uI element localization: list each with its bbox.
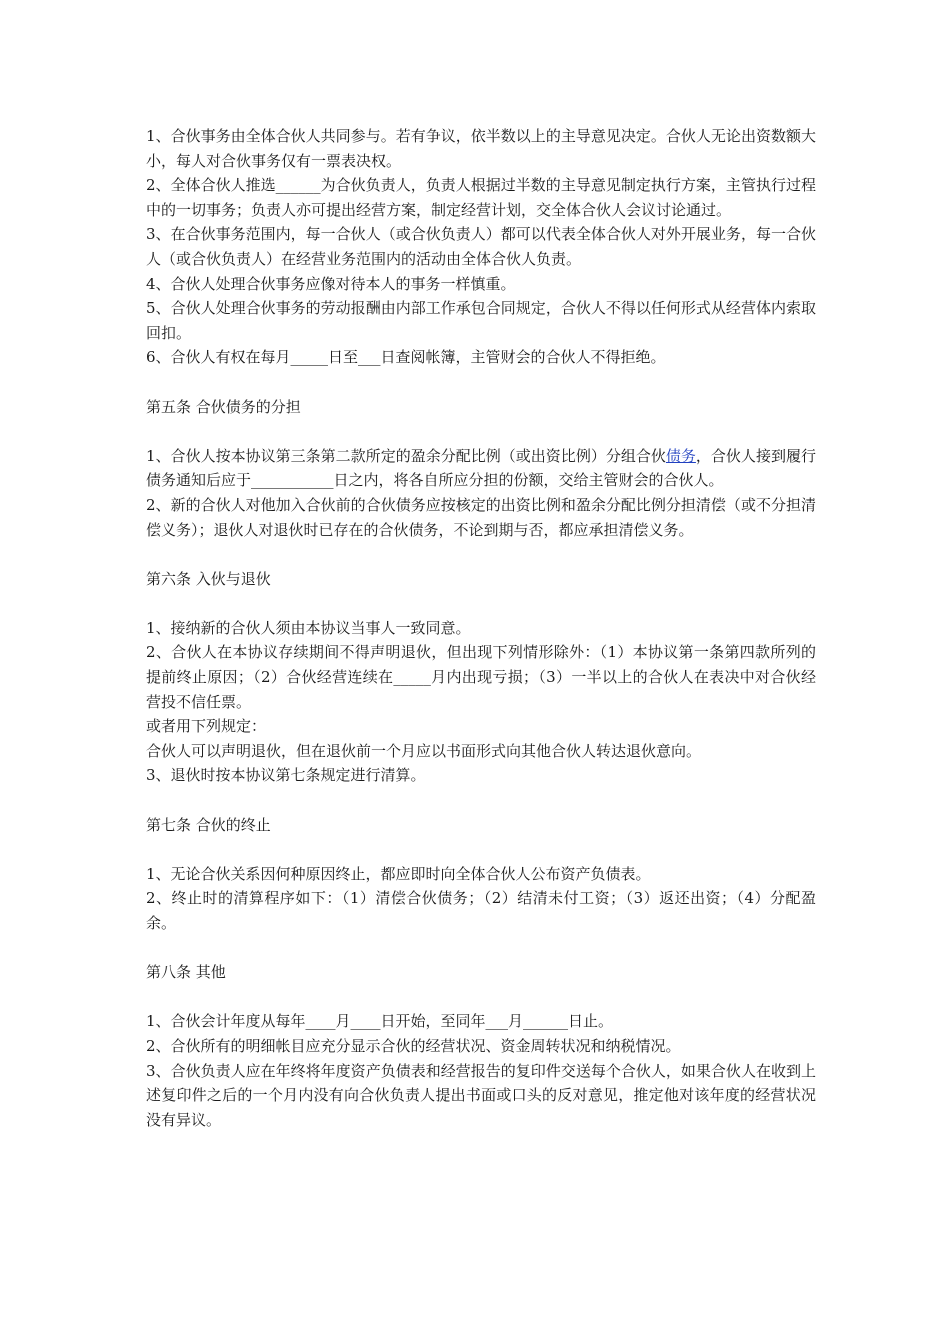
section4-item-6: 6、合伙人有权在每月_____日至___日查阅帐簿，主管财会的合伙人不得拒绝。 [146,348,666,367]
section4-item-5: 5、合伙人处理合伙事务的劳动报酬由内部工作承包合同规定，合伙人不得以任何形式从经营体内索取回扣。 [146,299,816,342]
section6-heading: 第六条 入伙与退伙 [146,569,271,588]
section5-item-2: 2、新的合伙人对他加入合伙前的合伙债务应按核定的出资比例和盈余分配比例分担清偿（或不分担清偿义务）；退伙人对退伙时已存在的合伙债务，不论到期与否，都应承担清偿义务。 [146,495,816,539]
section7-item-2: 2、终止时的清算程序如下：（1）清偿合伙债务；（2）结清未付工资；（3）返还出资；（4）分配盈余。 [146,889,816,932]
section6-item-alt-intro: 或者用下列规定： [146,717,267,736]
section6-item-2: 2、合伙人在本协议存续期间不得声明退伙，但出现下列情形除外：（1）本协议第一条第四款所列的提前终止原因；（2）合伙经营连续在_____月内出现亏损；（3）一半以上的合伙人在表决中对合伙经营投不信任票。 [146,643,816,711]
section8-item-3: 3、合伙负责人应在年终将年度资产负债表和经营报告的复印件交送每个合伙人，如果合伙人在收到上述复印件之后的一个月内没有向合伙负责人提出书面或口头的反对意见，推定他对该年度的经营状况没有异议。 [146,1061,816,1129]
section4-item-4: 4、合伙人处理合伙事务应像对待本人的事务一样慎重。 [146,274,516,293]
section6-item-3: 3、退伙时按本协议第七条规定进行清算。 [146,766,426,785]
section4-item-3: 3、在合伙事务范围内，每一合伙人（或合伙负责人）都可以代表全体合伙人对外开展业务，每一合伙人（或合伙负责人）在经营业务范围内的活动由全体合伙人负责。 [146,225,816,268]
section5-item-1 [146,444,816,493]
section5-item-1-text-after: ，合伙人接到履行债务通知后应于___________日之内，将各自所应分担的份额，交给主管财会的合伙人。 [146,446,816,490]
section7-item-1: 1、无论合伙关系因何种原因终止，都应即时向全体合伙人公布资产负债表。 [146,864,651,883]
section4-item-1: 1、合伙事务由全体合伙人共同参与。若有争议，依半数以上的主导意见决定。合伙人无论出资数额大小，每人对合伙事务仅有一票表决权。 [146,127,816,170]
section8-heading: 第八条 其他 [146,963,226,982]
document-page [146,124,816,1132]
section8-item-2: 2、合伙所有的明细帐目应充分显示合伙的经营状况、资金周转状况和纳税情况。 [146,1036,681,1055]
section4-item-2: 2、全体合伙人推选______为合伙负责人，负责人根据过半数的主导意见制定执行方案，主管执行过程中的一切事务；负责人亦可提出经营方案，制定经营计划，交全体合伙人会议讨论通过。 [146,176,816,219]
section7-heading: 第七条 合伙的终止 [146,815,271,834]
section5-heading: 第五条 合伙债务的分担 [146,397,301,416]
section5-item-1-text-before: 1、合伙人按本协议第三条第二款所定的盈余分配比例（或出资比例）分组合伙 [146,446,666,465]
section6-item-1: 1、接纳新的合伙人须由本协议当事人一致同意。 [146,618,471,637]
section6-item-alt-rule: 合伙人可以声明退伙，但在退伙前一个月应以书面形式向其他合伙人转达退伙意向。 [146,741,702,760]
section8-item-1: 1、合伙会计年度从每年____月____日开始，至同年___月______日止。 [146,1012,614,1031]
debt-link[interactable]: 债务 [665,446,696,465]
